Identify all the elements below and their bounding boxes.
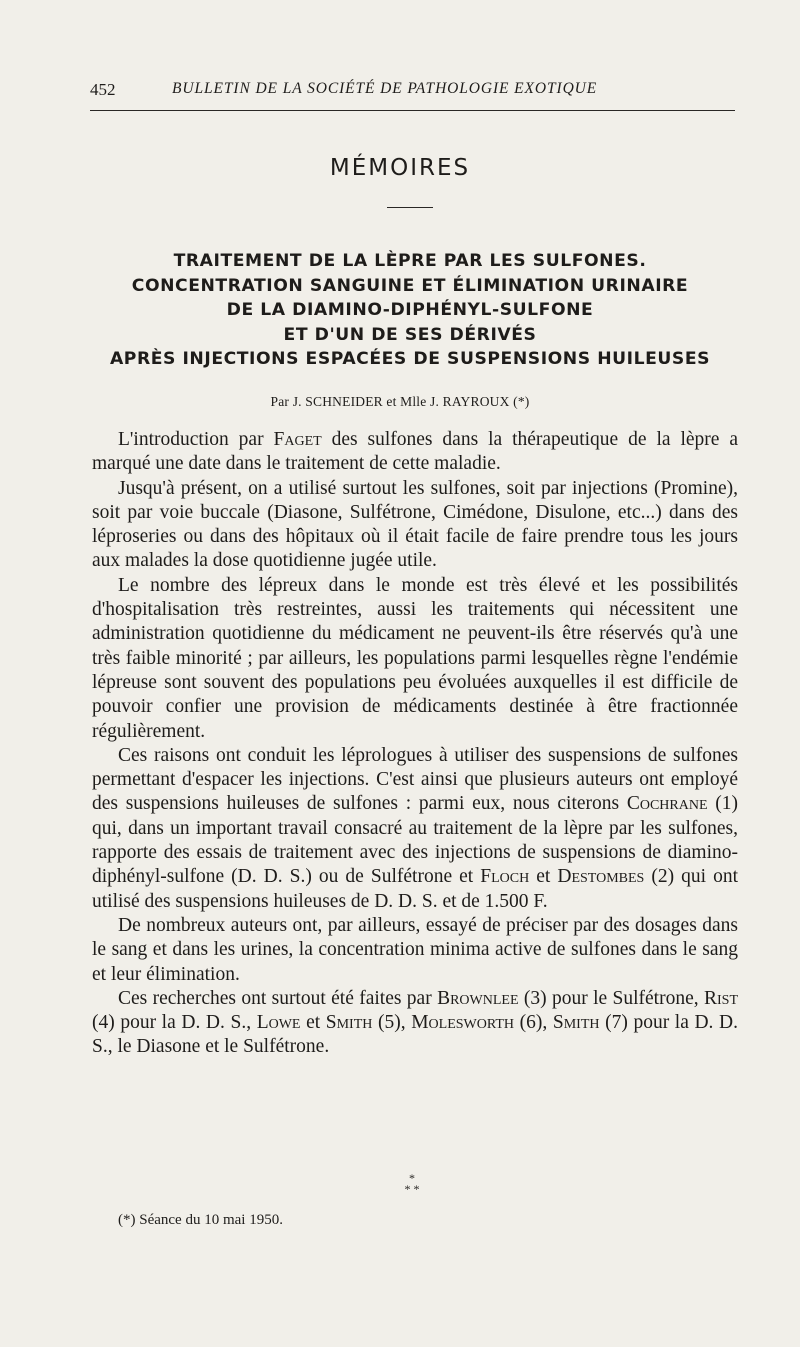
paragraph xyxy=(92,477,738,574)
asterism-top: * xyxy=(409,1171,415,1185)
author-name: Molesworth xyxy=(411,1012,515,1034)
asterism-bottom: * * xyxy=(404,1182,420,1196)
text-run: et xyxy=(529,866,558,888)
footnote: (*) Séance du 10 mai 1950. xyxy=(118,1212,283,1228)
text-run: (4) pour la D. D. S., xyxy=(92,1012,257,1034)
author-name: Cochrane xyxy=(626,793,708,815)
text-run: Ces recherches ont surtout été faites par xyxy=(118,987,438,1009)
paragraph xyxy=(92,744,738,914)
text-run: (7) pour la D. D. S., le Diasone et le Sulfétrone. xyxy=(92,1012,738,1058)
author-name: Floch xyxy=(480,866,530,888)
text-run: Le nombre des lépreux dans le monde est très élevé et les possibilités d'hospitalisation très restreintes, aussi les traitements qui nécessitent une administration quotidienne du médicament ne peuvent-ils être réservés qu'à une très faible minorité ; par ailleurs, les populations parmi lesquelles règne l'endémie lépreuse sont souvent des populations peu évoluées auxquelles il est difficile de pouvoir confier une provision de médicaments destinée à être fractionnée régulièrement. xyxy=(92,574,738,742)
text-run: L'introduction par xyxy=(118,429,274,450)
article-body xyxy=(92,428,738,1060)
asterism xyxy=(392,1173,432,1195)
text-run: (2) qui ont utilisé des suspensions huileuses de D. D. S. et de 1.500 F. xyxy=(92,866,739,912)
article-title-line: CONCENTRATION SANGUINE ET ÉLIMINATION URINAIRE xyxy=(131,275,689,296)
text-run: (6), xyxy=(514,1012,553,1034)
article-title-line: ET D'UN DE SES DÉRIVÉS xyxy=(283,324,537,345)
byline: Par J. SCHNEIDER et Mlle J. RAYROUX (*) xyxy=(270,394,530,409)
author-name: Lowe xyxy=(256,1012,301,1034)
text-run: des sulfones dans la thérapeutique de la lèpre a marqué une date dans le traitement de cette maladie. xyxy=(92,429,738,475)
section-title: MÉMOIRES xyxy=(329,155,471,181)
paragraph xyxy=(92,914,738,987)
text-run: Ces raisons ont conduit les léprologues à utiliser des suspensions de sulfones permettant d'espacer les injections. C'est ainsi que plusieurs auteurs ont employé des suspensions huileuses de sulfones : parmi eux, nous citerons xyxy=(92,744,738,815)
text-run: (1) qui, dans un important travail consacré au traitement de la lèpre par les sulfones, rapporte des essais de traitement avec des injections de suspensions de diamino-diphényl-sulfone (D. D. S.) ou de Sulfétrone et xyxy=(92,793,738,888)
header-rule xyxy=(90,110,735,111)
text-run: (3) pour le Sulfétrone, xyxy=(518,987,704,1009)
author-name: Smith xyxy=(552,1012,600,1034)
text-run: et xyxy=(300,1012,326,1034)
text-run: De nombreux auteurs ont, par ailleurs, essayé de préciser par des dosages dans le sang et dans les urines, la concentration minima active de sulfones dans le sang et leur élimination. xyxy=(92,914,738,985)
author-name: Faget xyxy=(273,429,322,450)
paragraph xyxy=(92,428,738,477)
journal-title: BULLETIN DE LA SOCIÉTÉ DE PATHOLOGIE EXOTIQUE xyxy=(172,80,598,97)
running-head xyxy=(90,80,735,104)
article-title-line: APRÈS INJECTIONS ESPACÉES DE SUSPENSIONS HUILEUSES xyxy=(109,349,711,369)
text-run: Jusqu'à présent, on a utilisé surtout les sulfones, soit par injections (Promine), soit par voie buccale (Diasone, Sulfétrone, Cimédone, Disulone, etc...) dans des léproseries ou dans des hôpitaux où il était facile de faire prendre tous les jours aux malades la dose quotidienne jugée utile. xyxy=(92,477,738,572)
page-number: 452 xyxy=(90,80,116,99)
paragraph xyxy=(92,987,738,1060)
text-run: (5), xyxy=(372,1012,412,1034)
article-title-line: DE LA DIAMINO-DIPHÉNYL-SULFONE xyxy=(226,300,594,320)
author-name: Rist xyxy=(703,987,738,1009)
paragraph xyxy=(92,574,738,744)
author-name: Brownlee xyxy=(437,987,519,1009)
article-title xyxy=(80,249,740,372)
section-divider xyxy=(387,207,433,208)
author-name: Smith xyxy=(325,1012,373,1034)
article-title-line: TRAITEMENT DE LA LÈPRE PAR LES SULFONES. xyxy=(173,251,647,271)
author-name: Destombes xyxy=(557,866,645,888)
